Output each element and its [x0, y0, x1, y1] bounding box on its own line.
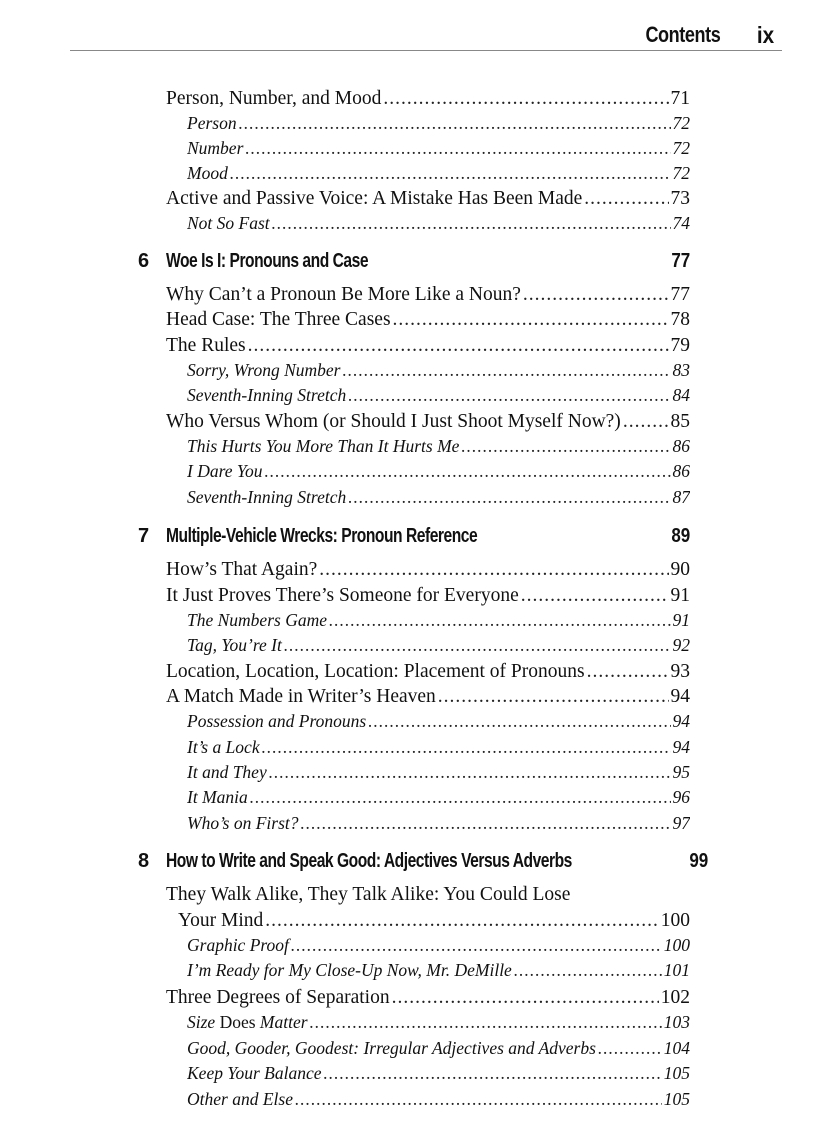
entry-label: The Rules	[166, 335, 246, 356]
entry-label: Who Versus Whom (or Should I Just Shoot Myself Now?)	[166, 411, 621, 432]
dot-leader	[245, 136, 670, 161]
dot-leader	[584, 186, 668, 212]
entry-label: Three Degrees of Separation	[166, 987, 390, 1008]
entry-label: A Match Made in Writer’s Heaven	[166, 686, 436, 707]
chapter-heading	[138, 846, 709, 876]
dot-leader	[262, 735, 671, 760]
entry-label: Your Mind	[178, 910, 264, 931]
entry-page: 93	[670, 661, 690, 682]
dot-leader	[250, 785, 671, 810]
toc-subentry	[187, 459, 690, 484]
chapter-title: How to Write and Speak Good: Adjectives Versus Adverbs	[166, 850, 572, 872]
chapter-title: Woe Is I: Pronouns and Case	[166, 250, 369, 272]
header-title: Contents	[645, 22, 720, 47]
toc-subentry	[187, 211, 690, 236]
entry-label: Who’s on First?	[187, 813, 299, 833]
entry-page: 73	[670, 188, 690, 209]
toc-subentry	[187, 434, 690, 459]
entry-label: Tag, You’re It	[187, 635, 282, 655]
toc-entry	[166, 86, 690, 112]
entry-page: 71	[670, 88, 690, 109]
running-header	[70, 8, 782, 51]
dot-leader	[329, 608, 671, 633]
entry-page: 103	[663, 1012, 690, 1032]
dot-leader	[587, 659, 669, 685]
dot-leader	[310, 1010, 662, 1035]
toc-subentry	[187, 383, 690, 408]
toc-entry	[166, 557, 690, 583]
dot-leader	[265, 908, 658, 934]
dot-leader	[301, 811, 671, 836]
toc-subentry	[187, 136, 690, 161]
entry-label: Why Can’t a Pronoun Be More Like a Noun?	[166, 284, 521, 305]
toc-entry	[166, 659, 690, 685]
entry-page: 86	[672, 461, 690, 481]
entry-page: 72	[672, 163, 690, 183]
entry-label: Possession and Pronouns	[187, 711, 367, 731]
entry-label: Person	[187, 113, 237, 133]
toc-subentry	[187, 1087, 690, 1112]
entry-label: They Walk Alike, They Talk Alike: You Could Lose	[166, 884, 571, 905]
dot-leader	[383, 86, 668, 112]
toc-subentry	[187, 111, 690, 136]
entry-page: 72	[672, 138, 690, 158]
dot-leader	[393, 307, 669, 333]
toc-entry	[166, 583, 690, 609]
dot-leader	[438, 684, 669, 710]
entry-page: 105	[663, 1089, 690, 1109]
entry-label: Person, Number, and Mood	[166, 88, 382, 109]
toc-subentry	[187, 358, 690, 383]
dot-leader	[598, 1036, 662, 1061]
entry-page: 91	[672, 610, 690, 630]
entry-page: 79	[670, 335, 690, 356]
toc-subentry	[187, 958, 690, 983]
entry-label: Active and Passive Voice: A Mistake Has Been Made	[166, 188, 583, 209]
dot-leader	[348, 485, 670, 510]
toc-subentry	[187, 485, 690, 510]
entry-label: Good, Gooder, Goodest: Irregular Adjectives and Adverbs	[187, 1038, 596, 1058]
toc-subentry	[187, 633, 690, 658]
chapter-page: 89	[671, 525, 690, 547]
entry-label-italic: Size	[187, 1012, 216, 1032]
toc-subentry	[187, 785, 690, 810]
entry-label: Other and Else	[187, 1089, 293, 1109]
entry-page: 91	[670, 585, 690, 606]
entry-label: Keep Your Balance	[187, 1063, 322, 1083]
entry-label: It and They	[187, 762, 267, 782]
entry-label	[187, 1010, 310, 1035]
dot-leader	[269, 760, 671, 785]
chapter-page: 99	[689, 850, 709, 872]
entry-page: 101	[663, 960, 690, 980]
entry-page: 94	[672, 711, 690, 731]
entry-page: 83	[672, 360, 690, 380]
dot-leader	[230, 161, 671, 186]
toc-entry	[166, 985, 690, 1011]
toc-entry	[166, 409, 690, 435]
entry-label: This Hurts You More Than It Hurts Me	[187, 436, 460, 456]
entry-label: Sorry, Wrong Number	[187, 360, 341, 380]
dot-leader	[323, 1061, 661, 1086]
dot-leader	[623, 409, 669, 435]
dot-leader	[284, 633, 671, 658]
chapter-number: 7	[138, 525, 150, 547]
entry-page: 100	[663, 935, 690, 955]
dot-leader	[319, 557, 668, 583]
entry-label: It Mania	[187, 787, 248, 807]
entry-label-roman: Does	[215, 1012, 260, 1032]
dot-leader	[392, 985, 659, 1011]
entry-page: 72	[672, 113, 690, 133]
toc-subentry	[187, 811, 690, 836]
toc-entry	[166, 186, 690, 212]
toc-subentry	[187, 709, 690, 734]
dot-leader	[248, 333, 669, 359]
entry-label: Seventh-Inning Stretch	[187, 487, 347, 507]
entry-label-italic: Matter	[259, 1012, 308, 1032]
dot-leader	[265, 459, 671, 484]
entry-page: 74	[672, 213, 690, 233]
chapter-number: 8	[138, 850, 150, 872]
entry-page: 96	[672, 787, 690, 807]
dot-leader	[342, 358, 670, 383]
dot-leader	[239, 111, 671, 136]
entry-page: 102	[660, 987, 690, 1008]
entry-label: Seventh-Inning Stretch	[187, 385, 347, 405]
entry-label: Graphic Proof	[187, 935, 289, 955]
entry-page: 94	[672, 737, 690, 757]
entry-page: 105	[663, 1063, 690, 1083]
dot-leader	[291, 933, 662, 958]
toc-entry	[166, 333, 690, 359]
dot-leader	[348, 383, 670, 408]
entry-page: 104	[663, 1038, 690, 1058]
entry-page: 90	[670, 559, 690, 580]
dot-leader	[521, 583, 669, 609]
entry-page: 100	[660, 910, 690, 931]
dot-leader	[295, 1087, 662, 1112]
entry-label: I’m Ready for My Close-Up Now, Mr. DeMille	[187, 960, 512, 980]
entry-page: 95	[672, 762, 690, 782]
entry-page: 87	[672, 487, 690, 507]
toc-subentry	[187, 608, 690, 633]
entry-label: Head Case: The Three Cases	[166, 309, 391, 330]
header-page-number: ix	[756, 22, 774, 48]
entry-label: Mood	[187, 163, 228, 183]
toc-entry	[166, 307, 690, 333]
entry-label: The Numbers Game	[187, 610, 327, 630]
entry-label: Number	[187, 138, 244, 158]
toc-subentry	[187, 933, 690, 958]
entry-page: 94	[670, 686, 690, 707]
entry-page: 86	[672, 436, 690, 456]
toc-subentry	[187, 1036, 690, 1061]
entry-label: I Dare You	[187, 461, 263, 481]
entry-page: 77	[670, 284, 690, 305]
chapter-page: 77	[671, 250, 690, 272]
entry-page: 78	[670, 309, 690, 330]
entry-page: 92	[672, 635, 690, 655]
dot-leader	[523, 282, 669, 308]
chapter-number: 6	[138, 250, 150, 272]
dot-leader	[514, 958, 662, 983]
entry-page: 97	[672, 813, 690, 833]
toc-entry	[166, 882, 690, 908]
toc-entry	[166, 684, 690, 710]
entry-label: It Just Proves There’s Someone for Everyone	[166, 585, 519, 606]
dot-leader	[368, 709, 670, 734]
toc-subentry	[187, 735, 690, 760]
entry-label: How’s That Again?	[166, 559, 318, 580]
entry-label: Location, Location, Location: Placement of Pronouns	[166, 661, 585, 682]
dot-leader	[461, 434, 670, 459]
chapter-title: Multiple-Vehicle Wrecks: Pronoun Reference	[166, 525, 478, 547]
toc-subentry	[187, 1010, 690, 1035]
toc-entry-continuation	[178, 908, 690, 934]
dot-leader	[272, 211, 671, 236]
chapter-heading	[138, 246, 690, 276]
entry-page: 84	[672, 385, 690, 405]
toc-subentry	[187, 161, 690, 186]
chapter-heading	[138, 521, 690, 551]
entry-label: Not So Fast	[187, 213, 270, 233]
entry-label: It’s a Lock	[187, 737, 260, 757]
toc-subentry	[187, 1061, 690, 1086]
toc-entry	[166, 282, 690, 308]
entry-page: 85	[670, 411, 690, 432]
toc-subentry	[187, 760, 690, 785]
